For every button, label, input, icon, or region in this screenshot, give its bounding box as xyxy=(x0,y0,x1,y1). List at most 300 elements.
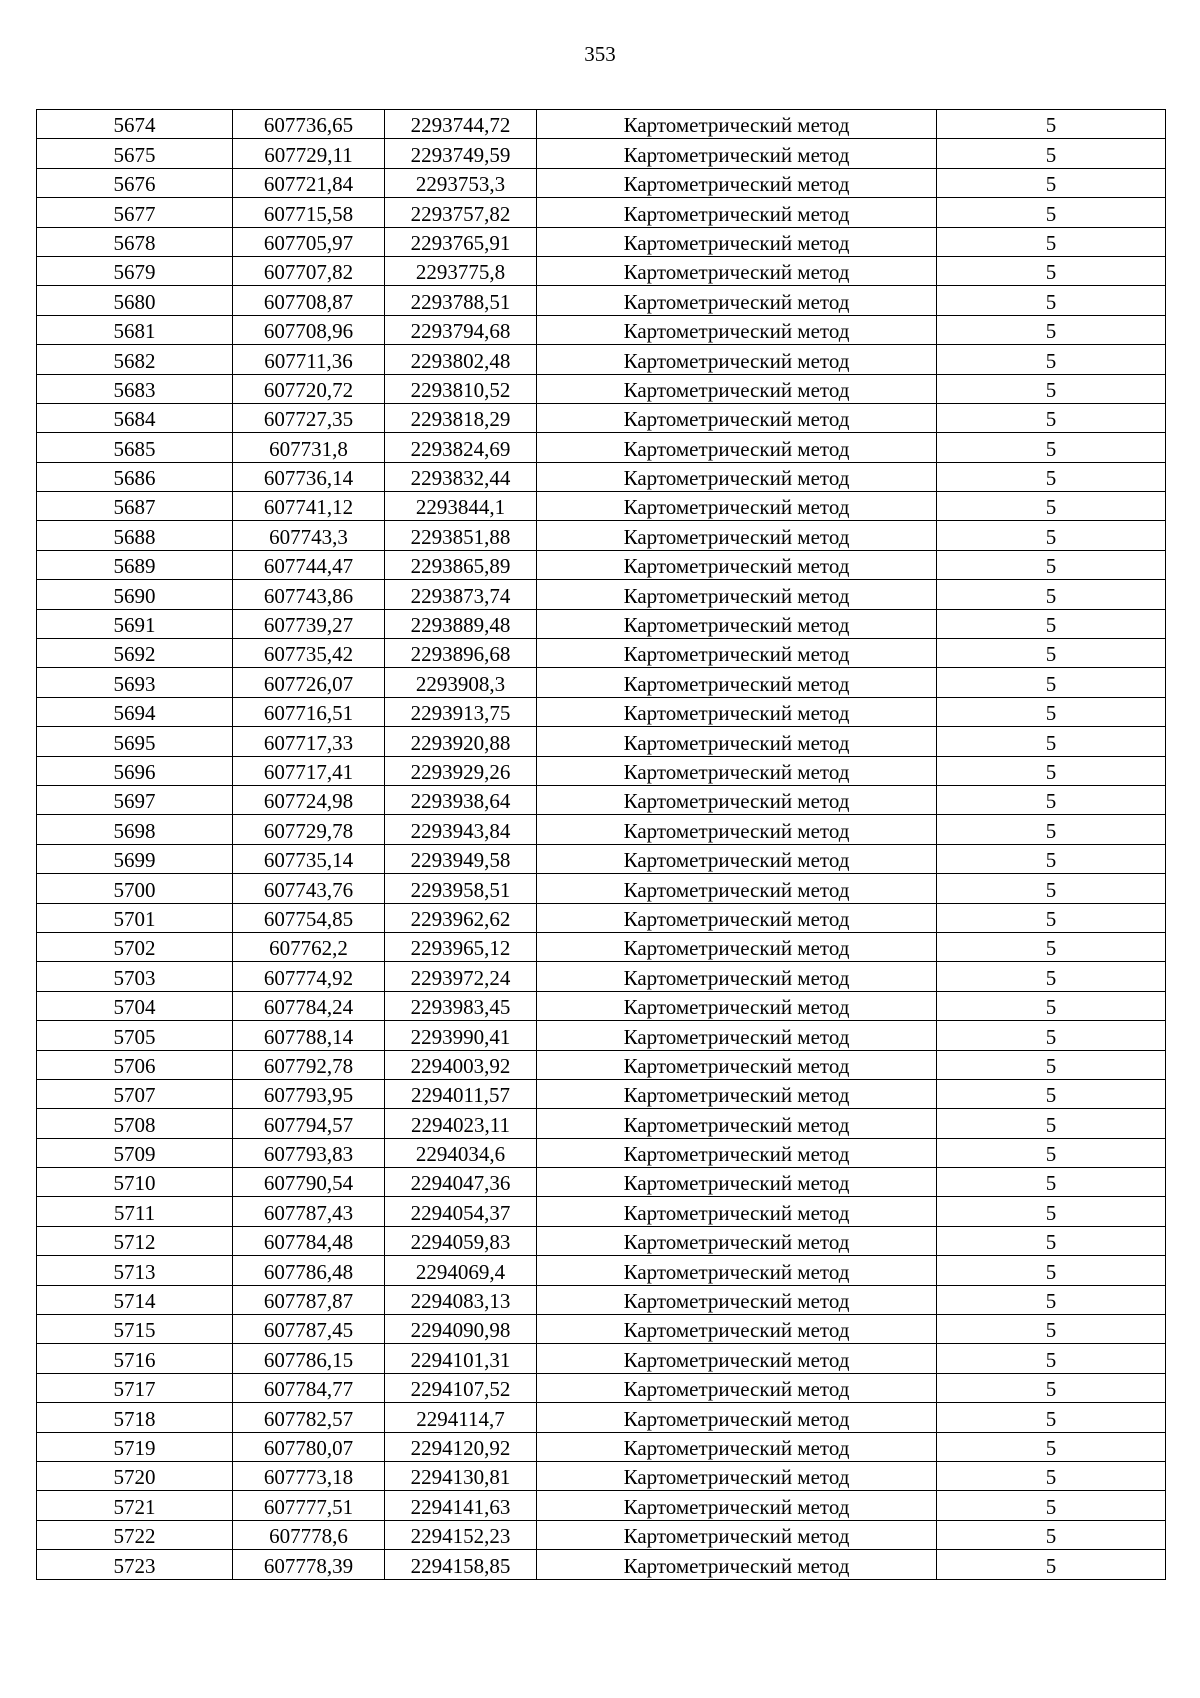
y-coordinate-cell: 2294101,31 xyxy=(385,1344,537,1373)
method-cell: Картометрический метод xyxy=(537,374,937,403)
y-coordinate-cell: 2294120,92 xyxy=(385,1432,537,1461)
table-row xyxy=(37,609,1166,638)
x-coordinate-cell: 607720,72 xyxy=(233,374,385,403)
accuracy-cell: 5 xyxy=(937,227,1166,256)
y-coordinate-cell: 2293896,68 xyxy=(385,639,537,668)
y-coordinate-cell: 2293913,75 xyxy=(385,697,537,726)
y-coordinate-cell: 2294034,6 xyxy=(385,1138,537,1167)
x-coordinate-cell: 607735,42 xyxy=(233,639,385,668)
point-number-cell: 5721 xyxy=(37,1491,233,1520)
point-number-cell: 5696 xyxy=(37,756,233,785)
x-coordinate-cell: 607717,41 xyxy=(233,756,385,785)
x-coordinate-cell: 607731,8 xyxy=(233,433,385,462)
accuracy-cell: 5 xyxy=(937,756,1166,785)
method-cell: Картометрический метод xyxy=(537,1315,937,1344)
method-cell: Картометрический метод xyxy=(537,462,937,491)
y-coordinate-cell: 2293744,72 xyxy=(385,110,537,139)
point-number-cell: 5700 xyxy=(37,874,233,903)
accuracy-cell: 5 xyxy=(937,1315,1166,1344)
accuracy-cell: 5 xyxy=(937,1373,1166,1402)
y-coordinate-cell: 2293958,51 xyxy=(385,874,537,903)
method-cell: Картометрический метод xyxy=(537,580,937,609)
table-row xyxy=(37,1079,1166,1108)
x-coordinate-cell: 607708,87 xyxy=(233,286,385,315)
x-coordinate-cell: 607743,3 xyxy=(233,521,385,550)
accuracy-cell: 5 xyxy=(937,1079,1166,1108)
table-row xyxy=(37,1461,1166,1490)
y-coordinate-cell: 2294069,4 xyxy=(385,1256,537,1285)
y-coordinate-cell: 2293757,82 xyxy=(385,198,537,227)
coordinates-table-body xyxy=(37,110,1166,1580)
table-row xyxy=(37,1491,1166,1520)
table-row xyxy=(37,1403,1166,1432)
point-number-cell: 5713 xyxy=(37,1256,233,1285)
y-coordinate-cell: 2294047,36 xyxy=(385,1168,537,1197)
y-coordinate-cell: 2293775,8 xyxy=(385,256,537,285)
method-cell: Картометрический метод xyxy=(537,756,937,785)
table-row xyxy=(37,227,1166,256)
table-row xyxy=(37,315,1166,344)
table-row xyxy=(37,932,1166,961)
y-coordinate-cell: 2294107,52 xyxy=(385,1373,537,1402)
method-cell: Картометрический метод xyxy=(537,1168,937,1197)
accuracy-cell: 5 xyxy=(937,1197,1166,1226)
accuracy-cell: 5 xyxy=(937,815,1166,844)
point-number-cell: 5716 xyxy=(37,1344,233,1373)
point-number-cell: 5681 xyxy=(37,315,233,344)
x-coordinate-cell: 607707,82 xyxy=(233,256,385,285)
accuracy-cell: 5 xyxy=(937,580,1166,609)
x-coordinate-cell: 607743,76 xyxy=(233,874,385,903)
y-coordinate-cell: 2293962,62 xyxy=(385,903,537,932)
x-coordinate-cell: 607726,07 xyxy=(233,668,385,697)
table-row xyxy=(37,492,1166,521)
point-number-cell: 5693 xyxy=(37,668,233,697)
point-number-cell: 5684 xyxy=(37,403,233,432)
y-coordinate-cell: 2294152,23 xyxy=(385,1520,537,1549)
x-coordinate-cell: 607762,2 xyxy=(233,932,385,961)
y-coordinate-cell: 2294003,92 xyxy=(385,1050,537,1079)
x-coordinate-cell: 607754,85 xyxy=(233,903,385,932)
accuracy-cell: 5 xyxy=(937,110,1166,139)
y-coordinate-cell: 2293972,24 xyxy=(385,962,537,991)
table-row xyxy=(37,168,1166,197)
method-cell: Картометрический метод xyxy=(537,697,937,726)
accuracy-cell: 5 xyxy=(937,844,1166,873)
accuracy-cell: 5 xyxy=(937,521,1166,550)
x-coordinate-cell: 607787,43 xyxy=(233,1197,385,1226)
x-coordinate-cell: 607788,14 xyxy=(233,1021,385,1050)
table-row xyxy=(37,1138,1166,1167)
point-number-cell: 5707 xyxy=(37,1079,233,1108)
y-coordinate-cell: 2294090,98 xyxy=(385,1315,537,1344)
method-cell: Картометрический метод xyxy=(537,1079,937,1108)
method-cell: Картометрический метод xyxy=(537,1197,937,1226)
x-coordinate-cell: 607786,15 xyxy=(233,1344,385,1373)
accuracy-cell: 5 xyxy=(937,1432,1166,1461)
table-row xyxy=(37,1520,1166,1549)
point-number-cell: 5685 xyxy=(37,433,233,462)
accuracy-cell: 5 xyxy=(937,1256,1166,1285)
method-cell: Картометрический метод xyxy=(537,1138,937,1167)
accuracy-cell: 5 xyxy=(937,668,1166,697)
accuracy-cell: 5 xyxy=(937,991,1166,1020)
y-coordinate-cell: 2293990,41 xyxy=(385,1021,537,1050)
accuracy-cell: 5 xyxy=(937,492,1166,521)
point-number-cell: 5722 xyxy=(37,1520,233,1549)
page-number: 353 xyxy=(584,42,616,66)
y-coordinate-cell: 2293818,29 xyxy=(385,403,537,432)
table-row xyxy=(37,256,1166,285)
point-number-cell: 5686 xyxy=(37,462,233,491)
table-row xyxy=(37,903,1166,932)
accuracy-cell: 5 xyxy=(937,609,1166,638)
method-cell: Картометрический метод xyxy=(537,1226,937,1255)
y-coordinate-cell: 2294059,83 xyxy=(385,1226,537,1255)
table-row xyxy=(37,844,1166,873)
accuracy-cell: 5 xyxy=(937,139,1166,168)
x-coordinate-cell: 607784,77 xyxy=(233,1373,385,1402)
table-row xyxy=(37,580,1166,609)
point-number-cell: 5699 xyxy=(37,844,233,873)
point-number-cell: 5708 xyxy=(37,1109,233,1138)
table-row xyxy=(37,962,1166,991)
table-row xyxy=(37,1256,1166,1285)
point-number-cell: 5712 xyxy=(37,1226,233,1255)
accuracy-cell: 5 xyxy=(937,168,1166,197)
point-number-cell: 5703 xyxy=(37,962,233,991)
x-coordinate-cell: 607739,27 xyxy=(233,609,385,638)
point-number-cell: 5705 xyxy=(37,1021,233,1050)
x-coordinate-cell: 607778,39 xyxy=(233,1550,385,1579)
method-cell: Картометрический метод xyxy=(537,433,937,462)
point-number-cell: 5709 xyxy=(37,1138,233,1167)
x-coordinate-cell: 607708,96 xyxy=(233,315,385,344)
method-cell: Картометрический метод xyxy=(537,286,937,315)
y-coordinate-cell: 2293908,3 xyxy=(385,668,537,697)
accuracy-cell: 5 xyxy=(937,1285,1166,1314)
table-row xyxy=(37,1344,1166,1373)
point-number-cell: 5674 xyxy=(37,110,233,139)
accuracy-cell: 5 xyxy=(937,1021,1166,1050)
point-number-cell: 5710 xyxy=(37,1168,233,1197)
table-row xyxy=(37,639,1166,668)
y-coordinate-cell: 2294023,11 xyxy=(385,1109,537,1138)
method-cell: Картометрический метод xyxy=(537,991,937,1020)
method-cell: Картометрический метод xyxy=(537,168,937,197)
point-number-cell: 5677 xyxy=(37,198,233,227)
point-number-cell: 5687 xyxy=(37,492,233,521)
x-coordinate-cell: 607778,6 xyxy=(233,1520,385,1549)
x-coordinate-cell: 607744,47 xyxy=(233,550,385,579)
table-row xyxy=(37,991,1166,1020)
x-coordinate-cell: 607782,57 xyxy=(233,1403,385,1432)
x-coordinate-cell: 607736,14 xyxy=(233,462,385,491)
y-coordinate-cell: 2293749,59 xyxy=(385,139,537,168)
accuracy-cell: 5 xyxy=(937,286,1166,315)
y-coordinate-cell: 2294083,13 xyxy=(385,1285,537,1314)
table-row xyxy=(37,374,1166,403)
point-number-cell: 5692 xyxy=(37,639,233,668)
method-cell: Картометрический метод xyxy=(537,521,937,550)
method-cell: Картометрический метод xyxy=(537,1344,937,1373)
point-number-cell: 5720 xyxy=(37,1461,233,1490)
point-number-cell: 5714 xyxy=(37,1285,233,1314)
method-cell: Картометрический метод xyxy=(537,345,937,374)
table-row xyxy=(37,1197,1166,1226)
y-coordinate-cell: 2293810,52 xyxy=(385,374,537,403)
method-cell: Картометрический метод xyxy=(537,962,937,991)
y-coordinate-cell: 2293889,48 xyxy=(385,609,537,638)
point-number-cell: 5691 xyxy=(37,609,233,638)
x-coordinate-cell: 607773,18 xyxy=(233,1461,385,1490)
method-cell: Картометрический метод xyxy=(537,227,937,256)
method-cell: Картометрический метод xyxy=(537,139,937,168)
x-coordinate-cell: 607786,48 xyxy=(233,1256,385,1285)
method-cell: Картометрический метод xyxy=(537,639,937,668)
y-coordinate-cell: 2293851,88 xyxy=(385,521,537,550)
accuracy-cell: 5 xyxy=(937,903,1166,932)
accuracy-cell: 5 xyxy=(937,1491,1166,1520)
y-coordinate-cell: 2293794,68 xyxy=(385,315,537,344)
method-cell: Картометрический метод xyxy=(537,1550,937,1579)
method-cell: Картометрический метод xyxy=(537,1461,937,1490)
x-coordinate-cell: 607794,57 xyxy=(233,1109,385,1138)
method-cell: Картометрический метод xyxy=(537,1373,937,1402)
table-row xyxy=(37,550,1166,579)
x-coordinate-cell: 607721,84 xyxy=(233,168,385,197)
accuracy-cell: 5 xyxy=(937,315,1166,344)
table-row xyxy=(37,874,1166,903)
method-cell: Картометрический метод xyxy=(537,1491,937,1520)
x-coordinate-cell: 607792,78 xyxy=(233,1050,385,1079)
method-cell: Картометрический метод xyxy=(537,198,937,227)
table-row xyxy=(37,521,1166,550)
table-row xyxy=(37,697,1166,726)
point-number-cell: 5690 xyxy=(37,580,233,609)
accuracy-cell: 5 xyxy=(937,198,1166,227)
y-coordinate-cell: 2293943,84 xyxy=(385,815,537,844)
table-row xyxy=(37,139,1166,168)
method-cell: Картометрический метод xyxy=(537,727,937,756)
method-cell: Картометрический метод xyxy=(537,903,937,932)
table-row xyxy=(37,403,1166,432)
accuracy-cell: 5 xyxy=(937,374,1166,403)
table-row xyxy=(37,1373,1166,1402)
x-coordinate-cell: 607741,12 xyxy=(233,492,385,521)
method-cell: Картометрический метод xyxy=(537,815,937,844)
x-coordinate-cell: 607777,51 xyxy=(233,1491,385,1520)
table-row xyxy=(37,815,1166,844)
point-number-cell: 5694 xyxy=(37,697,233,726)
x-coordinate-cell: 607716,51 xyxy=(233,697,385,726)
point-number-cell: 5701 xyxy=(37,903,233,932)
table-row xyxy=(37,198,1166,227)
method-cell: Картометрический метод xyxy=(537,609,937,638)
method-cell: Картометрический метод xyxy=(537,492,937,521)
point-number-cell: 5723 xyxy=(37,1550,233,1579)
y-coordinate-cell: 2293832,44 xyxy=(385,462,537,491)
method-cell: Картометрический метод xyxy=(537,1050,937,1079)
method-cell: Картометрический метод xyxy=(537,1520,937,1549)
point-number-cell: 5695 xyxy=(37,727,233,756)
table-row xyxy=(37,756,1166,785)
y-coordinate-cell: 2293753,3 xyxy=(385,168,537,197)
x-coordinate-cell: 607793,83 xyxy=(233,1138,385,1167)
method-cell: Картометрический метод xyxy=(537,110,937,139)
table-row xyxy=(37,1432,1166,1461)
method-cell: Картометрический метод xyxy=(537,668,937,697)
accuracy-cell: 5 xyxy=(937,1226,1166,1255)
x-coordinate-cell: 607784,48 xyxy=(233,1226,385,1255)
method-cell: Картометрический метод xyxy=(537,256,937,285)
accuracy-cell: 5 xyxy=(937,345,1166,374)
y-coordinate-cell: 2294141,63 xyxy=(385,1491,537,1520)
x-coordinate-cell: 607715,58 xyxy=(233,198,385,227)
point-number-cell: 5715 xyxy=(37,1315,233,1344)
accuracy-cell: 5 xyxy=(937,727,1166,756)
accuracy-cell: 5 xyxy=(937,1461,1166,1490)
method-cell: Картометрический метод xyxy=(537,1109,937,1138)
table-row xyxy=(37,1285,1166,1314)
y-coordinate-cell: 2293844,1 xyxy=(385,492,537,521)
table-row xyxy=(37,286,1166,315)
method-cell: Картометрический метод xyxy=(537,1403,937,1432)
accuracy-cell: 5 xyxy=(937,1109,1166,1138)
y-coordinate-cell: 2293765,91 xyxy=(385,227,537,256)
y-coordinate-cell: 2293920,88 xyxy=(385,727,537,756)
method-cell: Картометрический метод xyxy=(537,403,937,432)
y-coordinate-cell: 2293865,89 xyxy=(385,550,537,579)
point-number-cell: 5689 xyxy=(37,550,233,579)
x-coordinate-cell: 607735,14 xyxy=(233,844,385,873)
x-coordinate-cell: 607774,92 xyxy=(233,962,385,991)
y-coordinate-cell: 2293873,74 xyxy=(385,580,537,609)
x-coordinate-cell: 607736,65 xyxy=(233,110,385,139)
accuracy-cell: 5 xyxy=(937,785,1166,814)
x-coordinate-cell: 607724,98 xyxy=(233,785,385,814)
y-coordinate-cell: 2293802,48 xyxy=(385,345,537,374)
y-coordinate-cell: 2294011,57 xyxy=(385,1079,537,1108)
accuracy-cell: 5 xyxy=(937,962,1166,991)
x-coordinate-cell: 607787,45 xyxy=(233,1315,385,1344)
table-row xyxy=(37,1109,1166,1138)
point-number-cell: 5719 xyxy=(37,1432,233,1461)
accuracy-cell: 5 xyxy=(937,1168,1166,1197)
y-coordinate-cell: 2294158,85 xyxy=(385,1550,537,1579)
table-row xyxy=(37,1168,1166,1197)
point-number-cell: 5680 xyxy=(37,286,233,315)
accuracy-cell: 5 xyxy=(937,1050,1166,1079)
table-row xyxy=(37,433,1166,462)
table-row xyxy=(37,785,1166,814)
method-cell: Картометрический метод xyxy=(537,315,937,344)
point-number-cell: 5683 xyxy=(37,374,233,403)
y-coordinate-cell: 2293929,26 xyxy=(385,756,537,785)
point-number-cell: 5675 xyxy=(37,139,233,168)
point-number-cell: 5698 xyxy=(37,815,233,844)
table-row xyxy=(37,668,1166,697)
accuracy-cell: 5 xyxy=(937,550,1166,579)
accuracy-cell: 5 xyxy=(937,462,1166,491)
method-cell: Картометрический метод xyxy=(537,785,937,814)
accuracy-cell: 5 xyxy=(937,1138,1166,1167)
y-coordinate-cell: 2294130,81 xyxy=(385,1461,537,1490)
point-number-cell: 5717 xyxy=(37,1373,233,1402)
y-coordinate-cell: 2294114,7 xyxy=(385,1403,537,1432)
point-number-cell: 5676 xyxy=(37,168,233,197)
accuracy-cell: 5 xyxy=(937,874,1166,903)
table-row xyxy=(37,1226,1166,1255)
table-row xyxy=(37,462,1166,491)
x-coordinate-cell: 607743,86 xyxy=(233,580,385,609)
point-number-cell: 5678 xyxy=(37,227,233,256)
method-cell: Картометрический метод xyxy=(537,1256,937,1285)
method-cell: Картометрический метод xyxy=(537,932,937,961)
y-coordinate-cell: 2293788,51 xyxy=(385,286,537,315)
point-number-cell: 5682 xyxy=(37,345,233,374)
table-row xyxy=(37,1021,1166,1050)
point-number-cell: 5688 xyxy=(37,521,233,550)
table-row xyxy=(37,1315,1166,1344)
accuracy-cell: 5 xyxy=(937,1520,1166,1549)
y-coordinate-cell: 2293824,69 xyxy=(385,433,537,462)
accuracy-cell: 5 xyxy=(937,256,1166,285)
x-coordinate-cell: 607784,24 xyxy=(233,991,385,1020)
accuracy-cell: 5 xyxy=(937,697,1166,726)
x-coordinate-cell: 607793,95 xyxy=(233,1079,385,1108)
y-coordinate-cell: 2293983,45 xyxy=(385,991,537,1020)
method-cell: Картометрический метод xyxy=(537,874,937,903)
point-number-cell: 5679 xyxy=(37,256,233,285)
point-number-cell: 5718 xyxy=(37,1403,233,1432)
method-cell: Картометрический метод xyxy=(537,1021,937,1050)
table-row xyxy=(37,345,1166,374)
x-coordinate-cell: 607717,33 xyxy=(233,727,385,756)
x-coordinate-cell: 607790,54 xyxy=(233,1168,385,1197)
method-cell: Картометрический метод xyxy=(537,550,937,579)
method-cell: Картометрический метод xyxy=(537,1432,937,1461)
accuracy-cell: 5 xyxy=(937,1344,1166,1373)
point-number-cell: 5706 xyxy=(37,1050,233,1079)
coordinates-table xyxy=(36,109,1166,1580)
y-coordinate-cell: 2293938,64 xyxy=(385,785,537,814)
x-coordinate-cell: 607727,35 xyxy=(233,403,385,432)
method-cell: Картометрический метод xyxy=(537,844,937,873)
method-cell: Картометрический метод xyxy=(537,1285,937,1314)
table-row xyxy=(37,1550,1166,1579)
table-row xyxy=(37,110,1166,139)
x-coordinate-cell: 607711,36 xyxy=(233,345,385,374)
y-coordinate-cell: 2293949,58 xyxy=(385,844,537,873)
accuracy-cell: 5 xyxy=(937,639,1166,668)
point-number-cell: 5711 xyxy=(37,1197,233,1226)
x-coordinate-cell: 607705,97 xyxy=(233,227,385,256)
accuracy-cell: 5 xyxy=(937,1403,1166,1432)
accuracy-cell: 5 xyxy=(937,403,1166,432)
x-coordinate-cell: 607787,87 xyxy=(233,1285,385,1314)
x-coordinate-cell: 607729,78 xyxy=(233,815,385,844)
table-row xyxy=(37,727,1166,756)
accuracy-cell: 5 xyxy=(937,433,1166,462)
point-number-cell: 5704 xyxy=(37,991,233,1020)
point-number-cell: 5702 xyxy=(37,932,233,961)
point-number-cell: 5697 xyxy=(37,785,233,814)
y-coordinate-cell: 2294054,37 xyxy=(385,1197,537,1226)
y-coordinate-cell: 2293965,12 xyxy=(385,932,537,961)
accuracy-cell: 5 xyxy=(937,1550,1166,1579)
accuracy-cell: 5 xyxy=(937,932,1166,961)
